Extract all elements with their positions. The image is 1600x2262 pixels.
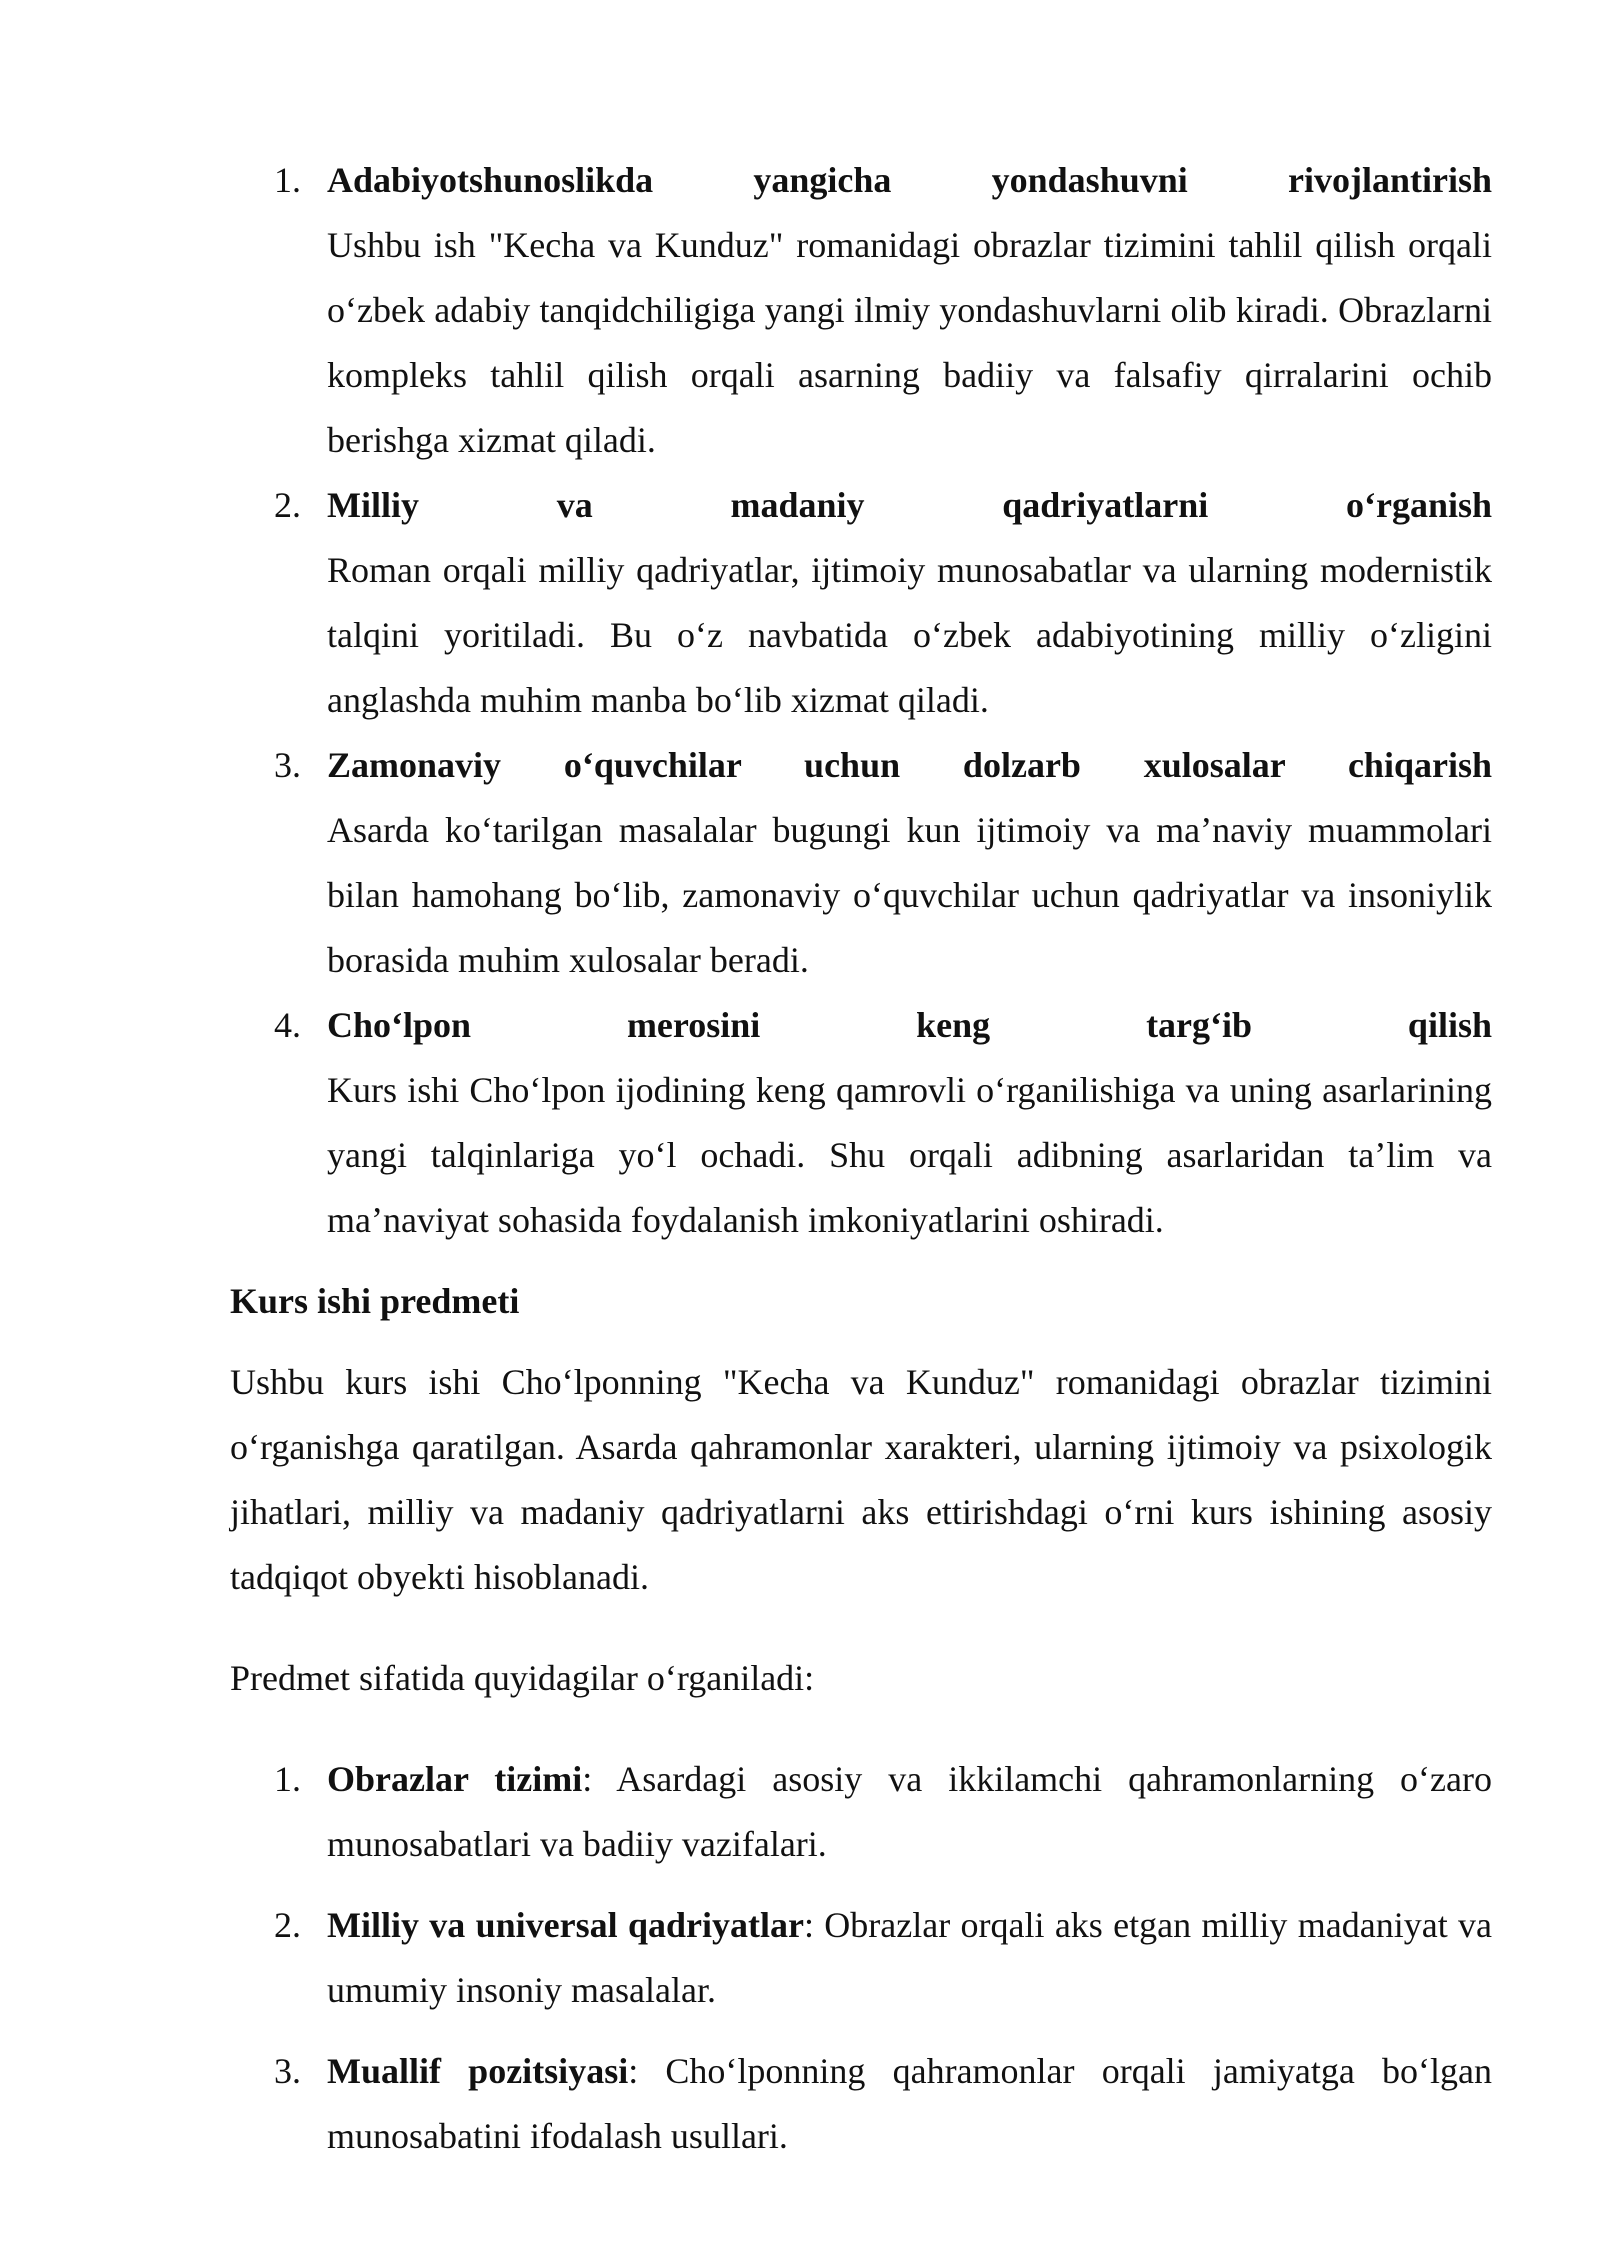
paragraph: Ushbu kurs ishi Choʻlponning "Kecha va Kunduz" romanidagi obrazlar tizimini oʻrganishga qaratilgan. Asarda qahramonlar xarakteri, ularning ijtimoiy va psixologik jihatlari, milliy va madaniy qadriyatlarni aks ettirishdagi oʻrni kurs ishining asosiy tadqiqot obyekti hisoblanadi. xyxy=(230,1362,1492,1597)
list-item-title: Milliy va madaniy qadriyatlarni oʻrganish xyxy=(327,485,1492,525)
list-item-title: Zamonaviy oʻquvchilar uchun dolzarb xulosalar chiqarish xyxy=(327,745,1492,785)
list-item xyxy=(230,1893,1492,2023)
term-separator: : xyxy=(628,2051,639,2091)
significance-list xyxy=(230,148,1492,1253)
list-number: 1. xyxy=(274,160,301,200)
list-item-term: Muallif pozitsiyasi xyxy=(327,2051,629,2091)
list-item-text: Asardagi asosiy va ikkilamchi qahramonlarning oʻzaro munosabatlari va badiiy vazifalari. xyxy=(327,1759,1492,1864)
list-item-term: Milliy va universal qadriyatlar xyxy=(327,1905,804,1945)
list-item-text: Obrazlar orqali aks etgan milliy madaniyat va umumiy insoniy masalalar. xyxy=(327,1905,1492,2010)
list-item xyxy=(230,2039,1492,2169)
list-number: 1. xyxy=(274,1759,301,1799)
list-item xyxy=(230,148,1492,473)
list-number: 3. xyxy=(274,2051,301,2091)
list-item-body: Kurs ishi Choʻlpon ijodining keng qamrovli oʻrganilishiga va uning asarlarining yangi talqinlariga yoʻl ochadi. Shu orqali adibning asarlaridan taʼlim va maʼnaviyat sohasida foydalanish imkoniyatlarini oshiradi. xyxy=(327,1070,1492,1240)
term-separator: : xyxy=(582,1759,593,1799)
list-item-term: Obrazlar tizimi xyxy=(327,1759,583,1799)
list-item xyxy=(230,1747,1492,1877)
term-separator: : xyxy=(803,1905,814,1945)
list-item-text: Choʻlponning qahramonlar orqali jamiyatga boʻlgan munosabatini ifodalash usullari. xyxy=(327,2051,1492,2156)
list-item-body: Asarda koʻtarilgan masalalar bugungi kun ijtimoiy va maʼnaviy muammolari bilan hamohang boʻlib, zamonaviy oʻquvchilar uchun qadriyatlar va insoniylik borasida muhim xulosalar beradi. xyxy=(327,810,1492,980)
section-heading: Kurs ishi predmeti xyxy=(230,1281,520,1321)
document-page xyxy=(230,148,1492,2185)
list-item xyxy=(230,473,1492,733)
list-item-title: Choʻlpon merosini keng targʻib qilish xyxy=(327,1005,1492,1045)
list-number: 4. xyxy=(274,1005,301,1045)
paragraph: Predmet sifatida quyidagilar oʻrganiladi: xyxy=(230,1658,815,1698)
list-number: 2. xyxy=(274,485,301,525)
subject-list xyxy=(230,1747,1492,2169)
list-item xyxy=(230,993,1492,1253)
list-number: 2. xyxy=(274,1905,301,1945)
list-item-title: Adabiyotshunoslikda yangicha yondashuvni rivojlantirish xyxy=(327,160,1492,200)
list-number: 3. xyxy=(274,745,301,785)
list-item-body: Roman orqali milliy qadriyatlar, ijtimoiy munosabatlar va ularning modernistik talqini yoritiladi. Bu oʻz navbatida oʻzbek adabiyotining milliy oʻzligini anglashda muhim manba boʻlib xizmat qiladi. xyxy=(327,550,1492,720)
list-item xyxy=(230,733,1492,993)
list-item-body: Ushbu ish "Kecha va Kunduz" romanidagi obrazlar tizimini tahlil qilish orqali oʻzbek adabiy tanqidchiligiga yangi ilmiy yondashuvlarni olib kiradi. Obrazlarni kompleks tahlil qilish orqali asarning badiiy va falsafiy qirralarini ochib berishga xizmat qiladi. xyxy=(327,225,1492,460)
